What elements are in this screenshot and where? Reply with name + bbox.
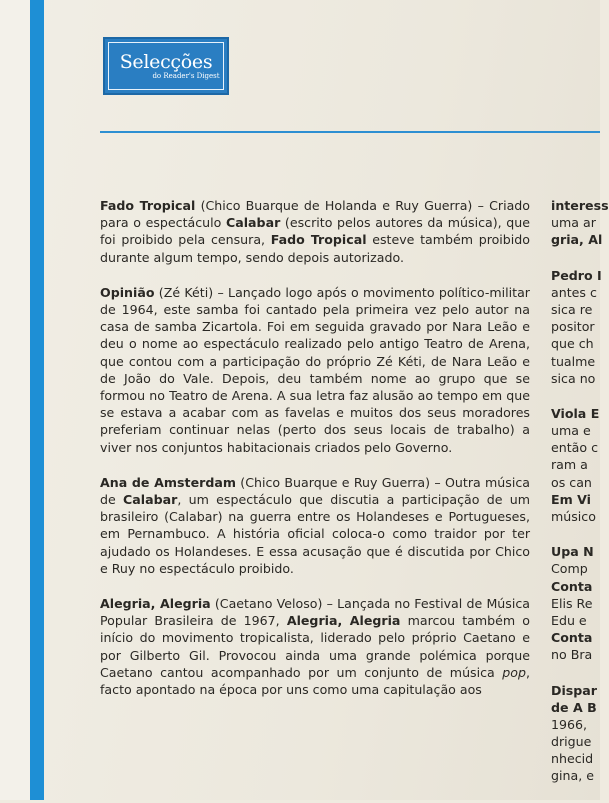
- side-line: de A B: [551, 699, 597, 715]
- body-text: (Zé Kéti) – Lançado logo após o movimento político-militar de 1964, este samba foi cantado pela primeira vez pelo autor na casa de samba Zicartola. Foi em seguida gravado por Nara Leão e deu o nome ao espectáculo realizado pelo antigo Teatro de Arena, que contou com a participação do próprio Zé Kéti, de Nara Leão e de João do Vale. Depois, deu também nome ao grupo que se formou no Teatro de Arena. A sua letra faz alusão ao tempo em que se estava a acabar com as favelas e muitos dos seus moradores preferiam continuar nelas (perto dos seus locais de trabalho) a viver nos conjuntos habitacionais criados pelo Governo.: [100, 284, 530, 455]
- side-line: Pedro I: [551, 267, 602, 283]
- side-line: nhecid: [551, 751, 594, 767]
- side-line: antes c: [551, 284, 597, 300]
- side-line: sica no: [551, 370, 596, 386]
- bold-text: Alegria, Alegria: [286, 613, 401, 629]
- side-paragraph: [551, 267, 600, 387]
- entry-title: Ana de Amsterdam: [100, 474, 236, 490]
- body-text: pop: [502, 664, 526, 680]
- bold-text: Fado Tropical: [270, 232, 367, 248]
- side-paragraph: [551, 405, 600, 525]
- side-line: Viola E: [551, 405, 600, 421]
- side-line: gina, e: [551, 768, 594, 784]
- entry-title: Alegria, Alegria: [100, 596, 211, 612]
- side-text-column: [551, 197, 609, 803]
- bold-text: Calabar: [123, 492, 178, 508]
- side-line: ram a: [551, 457, 588, 473]
- body-text: esteve também proibido durante algum tempo, sendo depois autorizado.: [100, 232, 530, 265]
- side-line: interess: [551, 198, 609, 213]
- side-line: Edu e: [551, 612, 587, 628]
- body-text: (Chico Buarque e Ruy Guerra) – Outra música de: [100, 474, 530, 508]
- side-line: sica re: [551, 301, 593, 317]
- body-text: , um espectáculo que discutia a participação de um brasileiro (Calabar) na guerra entre os Holandeses e Portugueses, em Pernambuco. A história oficial coloca-o como traidor por ter ajudado os Holandeses. E essa acusação que é discutida por Chico e Ruy no espectáculo proibido.: [100, 492, 531, 576]
- side-line: 1966,: [551, 716, 588, 732]
- side-line: músico: [551, 509, 596, 524]
- header-rule: [100, 131, 600, 133]
- side-line: Elis Re: [551, 595, 593, 611]
- side-paragraph: [551, 197, 609, 249]
- side-line: Dispar: [551, 682, 597, 698]
- bold-text: Calabar: [226, 215, 281, 231]
- logo-title: Selecções: [119, 50, 213, 73]
- side-line: gria, Al: [551, 232, 603, 248]
- entry-paragraph: [100, 474, 530, 577]
- side-line: uma e: [551, 423, 591, 439]
- body-text: , facto apontado na época por uns como uma capitulação aos: [100, 664, 530, 698]
- body-text: marcou também o início do movimento tropicalista, liderado pelo próprio Caetano e por Gilberto Gil. Provocou ainda uma grande polémica porque Caetano cantou acompanhado por um conjunto de música: [100, 613, 530, 680]
- side-line: uma ar: [551, 215, 596, 231]
- side-line: Upa N: [551, 544, 594, 560]
- entry-title: Fado Tropical: [100, 198, 196, 213]
- entry-title: Opinião: [100, 284, 155, 300]
- main-text-column: [100, 197, 530, 716]
- side-line: Em Vi: [551, 491, 591, 507]
- entry-paragraph: [100, 197, 530, 266]
- left-margin: [0, 0, 30, 800]
- entry-paragraph: [100, 284, 530, 456]
- selecoes-logo: [103, 37, 229, 95]
- side-line: positor: [551, 319, 595, 335]
- side-line: Conta: [551, 630, 593, 646]
- side-line: tualme: [551, 353, 596, 369]
- logo-frame: [108, 42, 224, 90]
- side-line: que ch: [551, 336, 594, 352]
- blue-side-stripe: [30, 0, 44, 800]
- entry-paragraph: [100, 595, 530, 698]
- side-line: no Bra: [551, 647, 593, 663]
- side-line: Comp: [551, 561, 588, 577]
- side-line: Conta: [551, 578, 593, 594]
- side-paragraph: [551, 543, 600, 663]
- side-line: os can: [551, 474, 592, 490]
- side-paragraph: [551, 682, 600, 785]
- logo-subtitle: do Reader's Digest: [152, 71, 220, 80]
- body-text: (Caetano Veloso) – Lançada no Festival de Música Popular Brasileira de 1967,: [100, 596, 530, 629]
- side-line: então c: [551, 440, 599, 456]
- body-text: (escrito pelos autores da música), que foi proibido pela censura,: [100, 215, 530, 248]
- body-text: (Chico Buarque de Holanda e Ruy Guerra) – Criado para o espectáculo: [100, 198, 530, 231]
- side-line: drigue: [551, 734, 592, 750]
